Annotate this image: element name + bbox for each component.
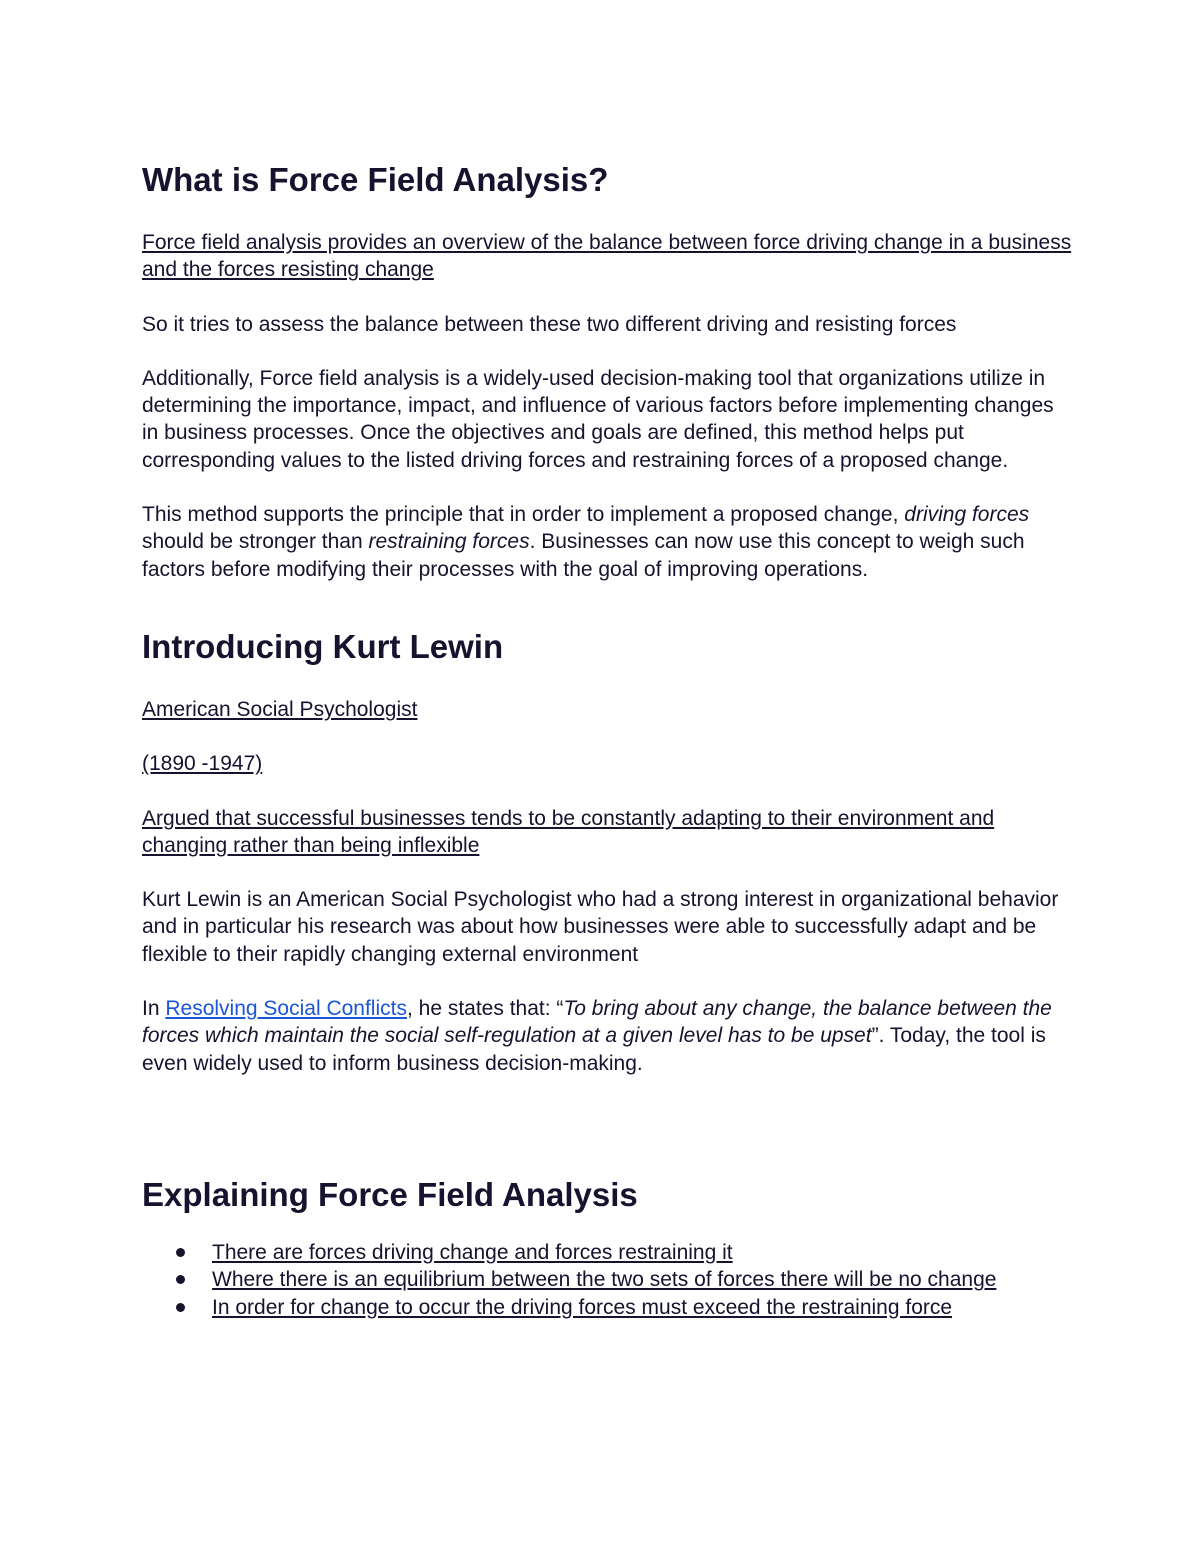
paragraph-lewin-bio: Kurt Lewin is an American Social Psychologist who had a strong interest in organizational behavior and in particular his research was about how businesses were able to successfully adapt and be flexible to their rapidly changing external environment <box>142 888 1059 966</box>
heading-explaining-force-field-analysis: Explaining Force Field Analysis <box>142 1175 638 1213</box>
definition-text <box>142 229 1072 284</box>
bullet-icon <box>176 1248 185 1257</box>
paragraph-assess-balance: So it tries to assess the balance between these two different driving and resisting forces <box>142 312 957 336</box>
heading-introducing-kurt-lewin: Introducing Kurt Lewin <box>142 627 504 665</box>
bullet-icon <box>176 1275 185 1284</box>
emphasis-restraining-forces: restraining forces <box>368 530 530 554</box>
definition-underlined: Force field analysis provides an overview of the balance between force driving change in a business and the forces resisting change <box>142 231 1072 282</box>
lewin-quote-italic: To bring about any change, the balance between the forces which maintain the social self-regulation at a given level has to be upset <box>142 997 1052 1048</box>
document-page <box>142 158 1072 1321</box>
emphasis-driving-forces: driving forces <box>904 503 1030 527</box>
lewin-occupation: American Social Psychologist <box>142 697 418 721</box>
lewin-lifespan: (1890 -1947) <box>142 752 263 776</box>
heading-what-is-force-field-analysis: What is Force Field Analysis? <box>142 161 609 198</box>
paragraph-decision-tool: Additionally, Force field analysis is a widely-used decision-making tool that organizations utilize in determining the importance, impact, and influence of various factors before implementing changes in business processes. Once the objectives and goals are defined, this method helps put corresponding values to the listed driving forces and restraining forces of a proposed change. <box>142 366 1054 472</box>
list-item: In order for change to occur the driving forces must exceed the restraining force <box>142 1294 1072 1321</box>
resolving-social-conflicts-link[interactable]: Resolving Social Conflicts <box>165 997 407 1021</box>
paragraph-lewin-quote: In Resolving Social Conflicts, he states that: “To bring about any change, the balance between the forces which maintain the social self-regulation at a given level has to be upset”. Today, the tool is even widely used to inform business decision-making. <box>142 997 1052 1075</box>
list-item: Where there is an equilibrium between the two sets of forces there will be no change <box>142 1266 1072 1293</box>
list-item: There are forces driving change and forces restraining it <box>142 1239 1072 1266</box>
bullet-icon <box>176 1303 185 1312</box>
lewin-argument: Argued that successful businesses tends to be constantly adapting to their environment and changing rather than being inflexible <box>142 806 995 857</box>
paragraph-principle: This method supports the principle that in order to implement a proposed change, driving forces should be stronger than restraining forces. Businesses can now use this concept to weigh such factors before modifying their processes with the goal of improving operations. <box>142 503 1030 581</box>
explanation-bullet-list <box>142 1239 1072 1321</box>
